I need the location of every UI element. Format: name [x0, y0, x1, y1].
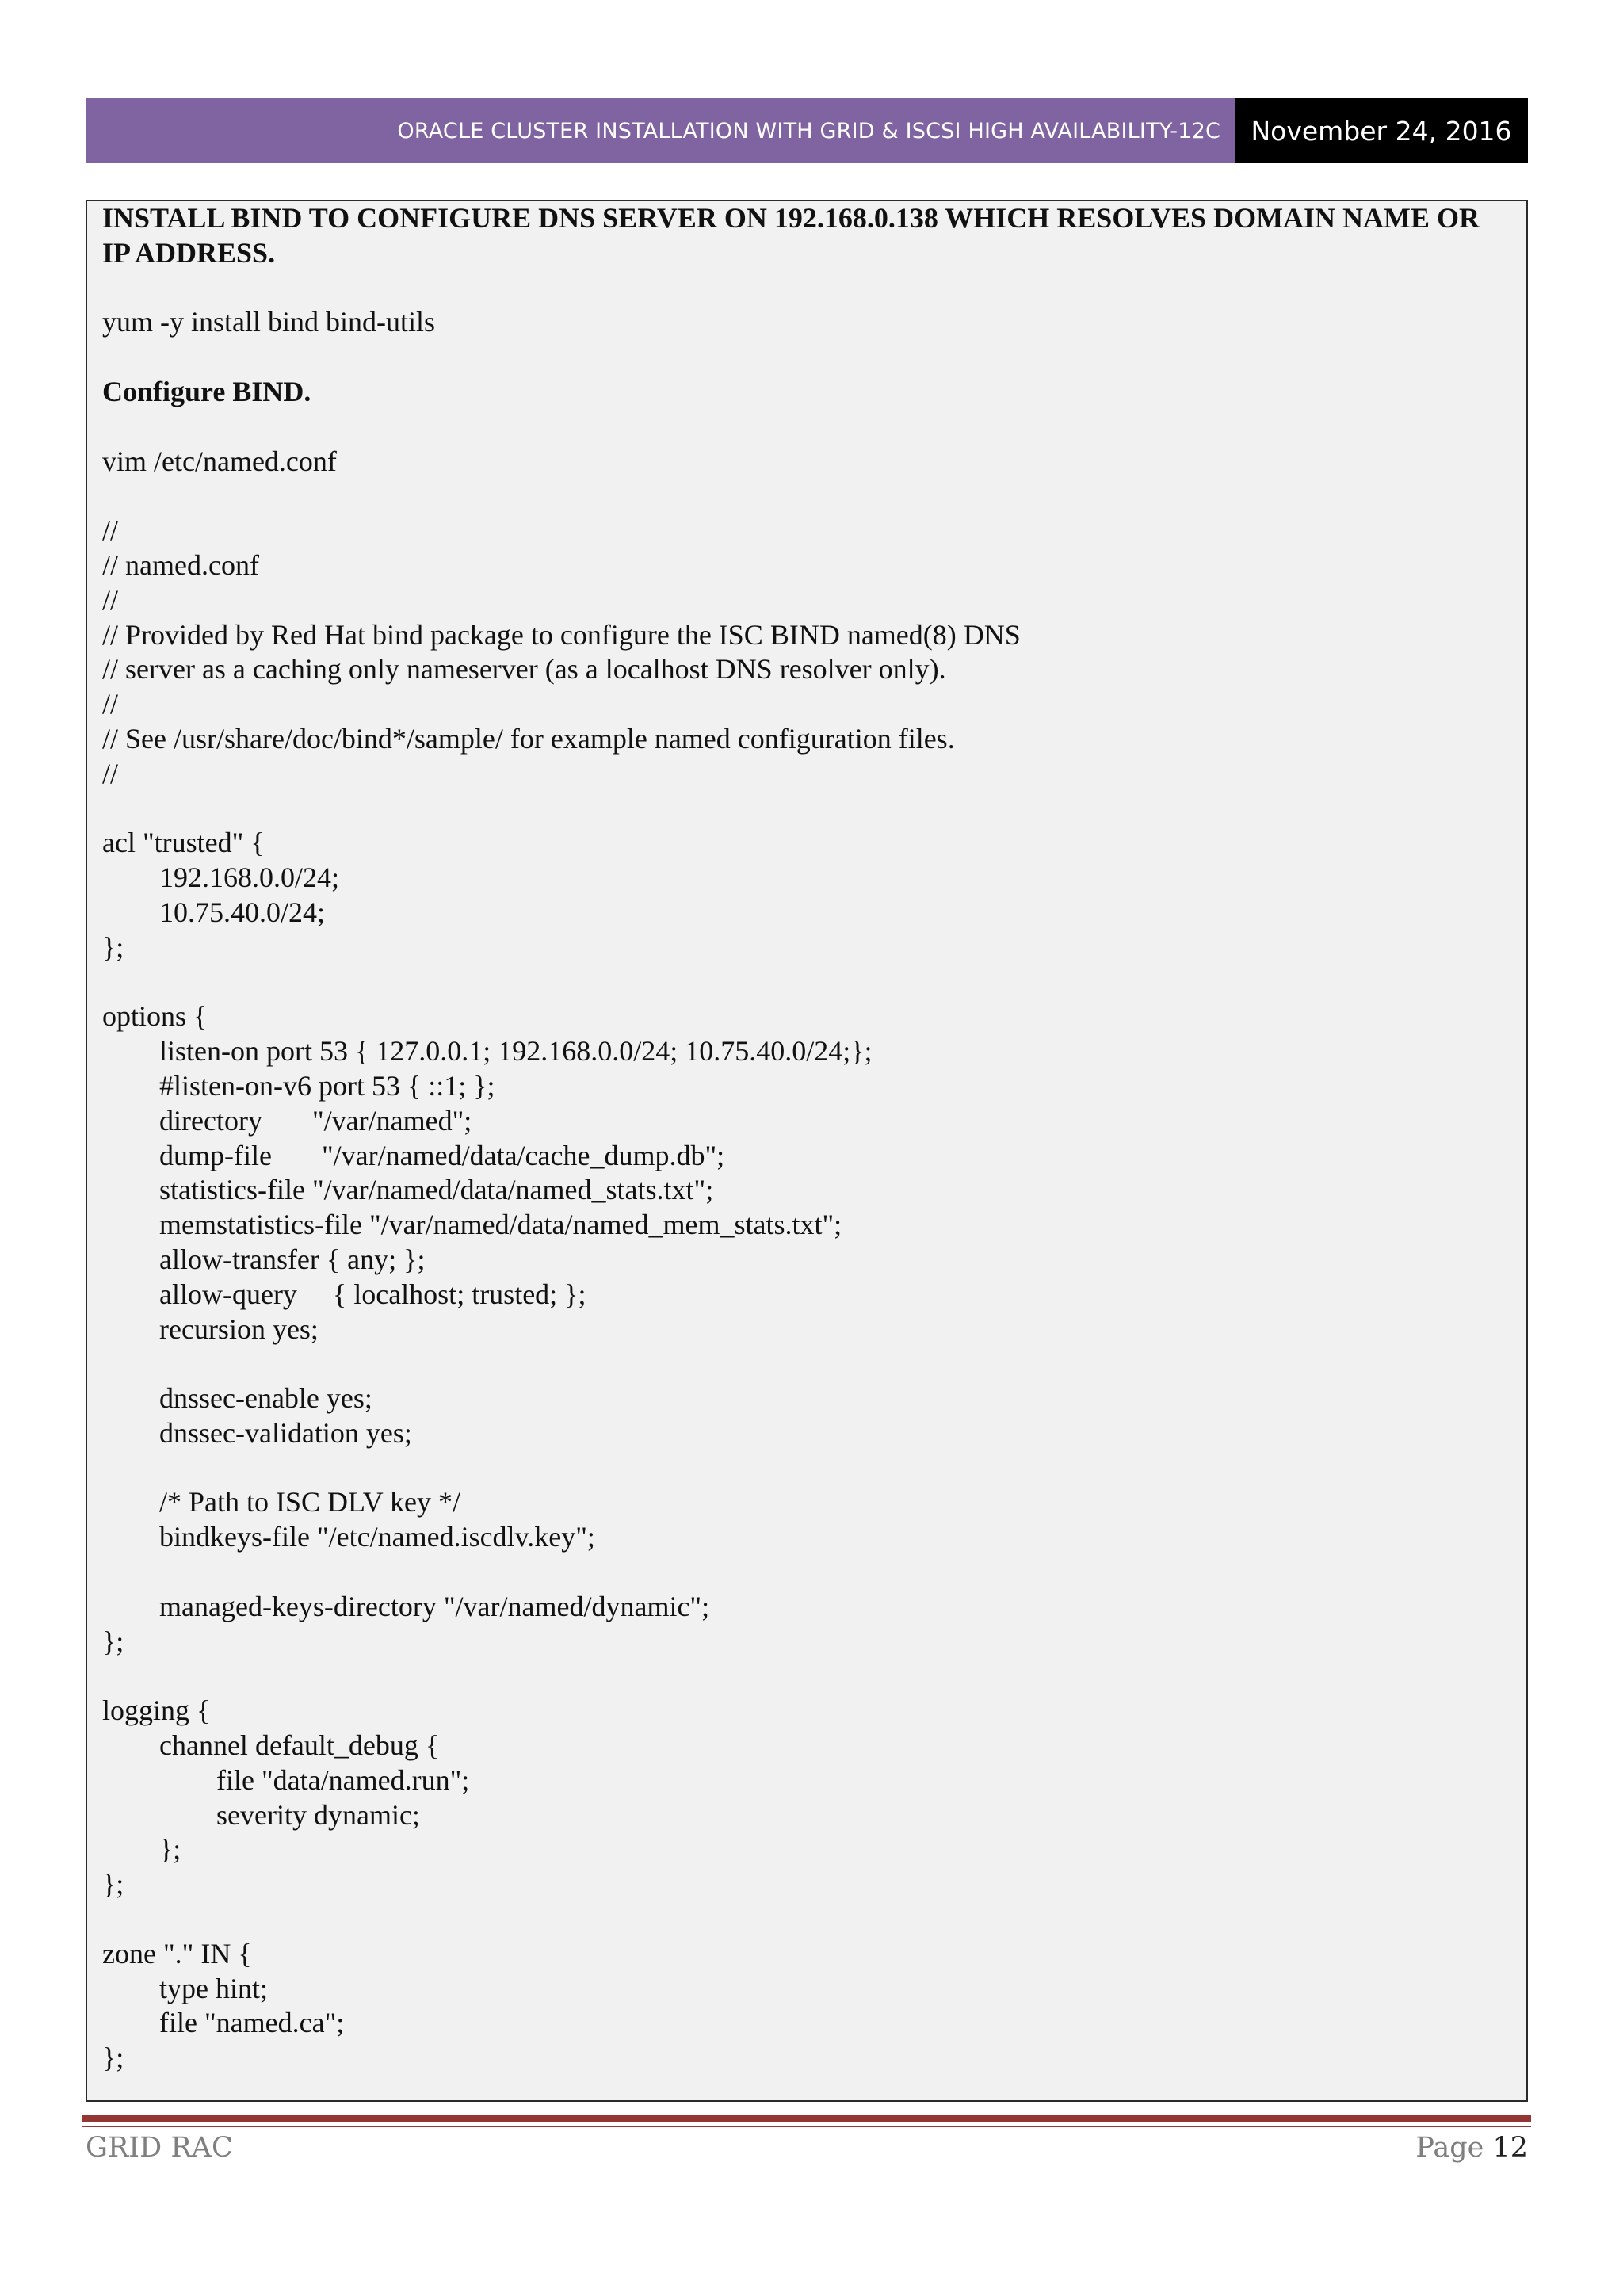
code-line: allow-query { localhost; trusted; }; [102, 1278, 586, 1310]
code-line: }; [102, 1833, 181, 1866]
code-line: // [102, 514, 119, 547]
code-line: directory "/var/named"; [102, 1104, 472, 1137]
code-line: // Provided by Red Hat bind package to configure the ISC BIND named(8) DNS [102, 618, 1021, 651]
code-line: zone "." IN { [102, 1937, 252, 1969]
page-header [86, 98, 1528, 163]
code-line: }; [102, 1625, 124, 1657]
code-line: type hint; [102, 1972, 268, 2004]
content-box [86, 200, 1528, 2102]
code-line: channel default_debug { [102, 1729, 440, 1762]
section-heading: INSTALL BIND TO CONFIGURE DNS SERVER ON 192.168.0.138 WHICH RESOLVES DOMAIN NAME OR IP ADDRESS. [102, 202, 1480, 269]
code-line [102, 1902, 1512, 1937]
code-line: // [102, 688, 119, 720]
configure-heading: Configure BIND. [102, 375, 311, 407]
code-line: // named.conf [102, 548, 259, 581]
code-line: file "data/named.run"; [102, 1763, 470, 1796]
code-line: #listen-on-v6 port 53 { ::1; }; [102, 1069, 495, 1102]
page-number-value: 12 [1492, 2132, 1528, 2164]
code-line: allow-transfer { any; }; [102, 1243, 426, 1275]
page-label: Page [1415, 2132, 1484, 2164]
spacer [102, 340, 1512, 375]
code-line: listen-on port 53 { 127.0.0.1; 192.168.0.0/24; 10.75.40.0/24;}; [102, 1035, 873, 1068]
footer-label: GRID RAC [86, 2132, 233, 2164]
config-code-block [102, 514, 1512, 2076]
code-line: /* Path to ISC DLV key */ [102, 1486, 461, 1519]
code-line: // server as a caching only nameserver (as a localhost DNS resolver only). [102, 653, 946, 686]
code-line: statistics-file "/var/named/data/named_stats.txt"; [102, 1174, 714, 1206]
code-line [102, 965, 1512, 1000]
code-line: // [102, 757, 119, 789]
footer-rule-thin [82, 2126, 1531, 2127]
spacer [102, 271, 1512, 306]
code-line: 10.75.40.0/24; [102, 896, 326, 928]
code-line: severity dynamic; [102, 1798, 420, 1831]
code-line: acl "trusted" { [102, 827, 265, 859]
code-line: 192.168.0.0/24; [102, 861, 340, 894]
code-line [102, 792, 1512, 827]
page-number [1415, 2132, 1528, 2164]
code-line: memstatistics-file "/var/named/data/named_mem_stats.txt"; [102, 1209, 842, 1241]
code-line: options { [102, 1000, 208, 1033]
code-line: recursion yes; [102, 1312, 319, 1345]
document-title: ORACLE CLUSTER INSTALLATION WITH GRID & ISCSI HIGH AVAILABILITY-12C [86, 98, 1235, 163]
code-line: file "named.ca"; [102, 2007, 345, 2039]
spacer [102, 410, 1512, 445]
spacer [102, 479, 1512, 514]
code-line: }; [102, 2042, 124, 2074]
code-line [102, 1659, 1512, 1694]
footer-rule [82, 2115, 1531, 2122]
code-line: dnssec-enable yes; [102, 1382, 372, 1415]
code-line: managed-keys-directory "/var/named/dynamic"; [102, 1590, 710, 1622]
code-line: }; [102, 930, 124, 963]
code-line [102, 1555, 1512, 1590]
install-command: yum -y install bind bind-utils [102, 306, 435, 338]
code-line [102, 1451, 1512, 1486]
code-line: // See /usr/share/doc/bind*/sample/ for example named configuration files. [102, 722, 955, 755]
code-line: // [102, 583, 119, 616]
document-date: November 24, 2016 [1235, 98, 1528, 163]
edit-command: vim /etc/named.conf [102, 445, 337, 477]
code-line: dnssec-validation yes; [102, 1416, 412, 1449]
code-line: dump-file "/var/named/data/cache_dump.db"; [102, 1139, 725, 1171]
code-line [102, 1347, 1512, 1381]
code-line: }; [102, 1868, 124, 1901]
code-line: bindkeys-file "/etc/named.iscdlv.key"; [102, 1521, 595, 1553]
code-line: logging { [102, 1694, 211, 1727]
